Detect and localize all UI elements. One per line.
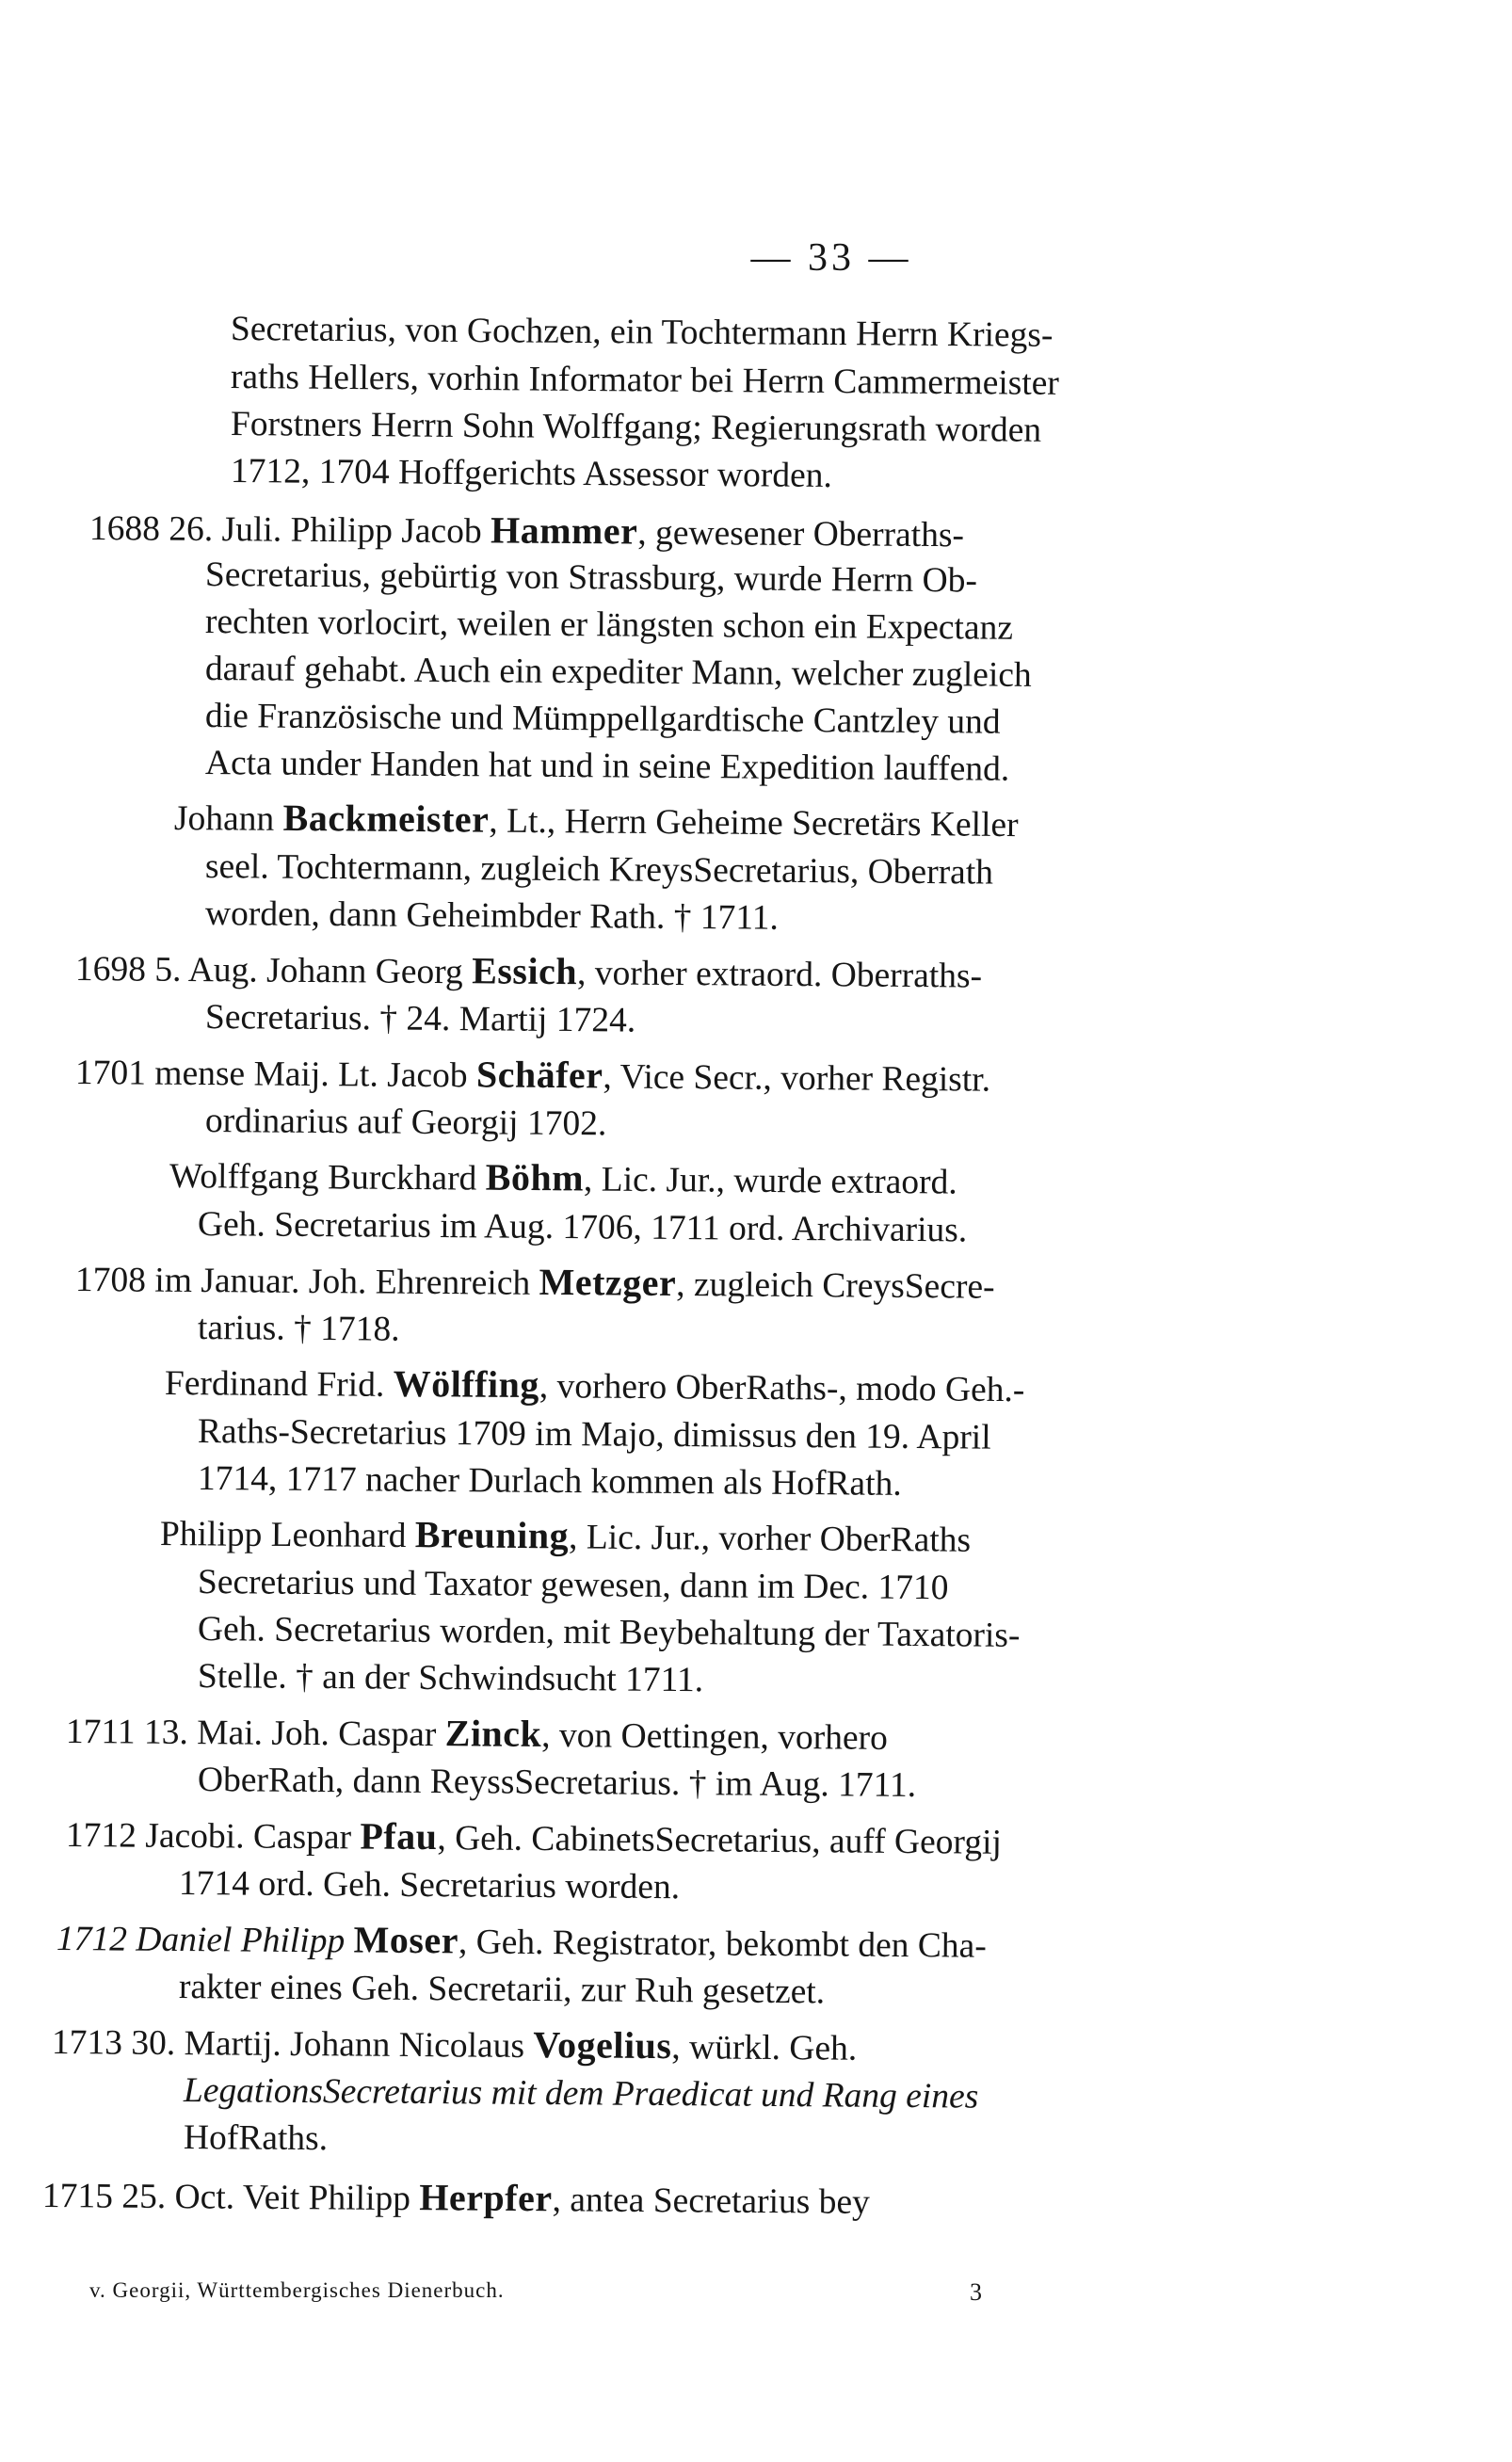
line-text: Geh. Secretarius im Aug. 1706, 1711 ord. Archivarius. xyxy=(197,1205,968,1250)
text-line xyxy=(205,740,1010,794)
line-text: die Französische und Mümppellgardtische Cantzley und xyxy=(204,697,1001,742)
line-text: Raths-Secretarius 1709 im Majo, dimissus den 19. April xyxy=(197,1412,991,1457)
text-line xyxy=(231,354,1059,408)
person-surname: Herpfer xyxy=(419,2176,553,2220)
text-line xyxy=(231,306,1054,360)
line-text: Secretarius und Taxator gewesen, dann im Dec. 1710 xyxy=(197,1563,949,1608)
text-line xyxy=(169,1151,957,1207)
person-surname: Breuning xyxy=(414,1513,570,1557)
person-surname: Essich xyxy=(471,949,578,993)
text-line xyxy=(198,1201,968,1254)
line-text: Stelle. † an der Schwindsucht 1711. xyxy=(197,1657,704,1700)
line-text: Forstners Herrn Sohn Wolffgang; Regierungsrath worden xyxy=(230,405,1042,450)
text-line xyxy=(205,693,1001,747)
text-line xyxy=(198,1653,703,1704)
text-line xyxy=(205,994,636,1045)
line-text: , gewesener Oberraths- xyxy=(637,513,965,555)
line-text: HofRaths. xyxy=(183,2118,329,2159)
person-surname: Moser xyxy=(353,1918,459,1962)
text-line xyxy=(205,1098,607,1148)
person-surname: Pfau xyxy=(360,1814,438,1859)
person-surname: Backmeister xyxy=(282,796,490,841)
text-line xyxy=(198,1559,949,1612)
line-text: Philipp Leonhard xyxy=(159,1515,415,1556)
text-line xyxy=(42,2171,870,2227)
line-text: seel. Tochtermann, zugleich KreysSecretarius, Oberrath xyxy=(204,847,994,893)
line-text: , Geh. Registrator, bekombt den Cha- xyxy=(458,1923,987,1966)
text-line xyxy=(56,1914,987,1971)
text-line xyxy=(231,401,1041,455)
text-line xyxy=(205,891,779,942)
text-line xyxy=(198,1408,991,1462)
line-text: ordinarius auf Georgij 1702. xyxy=(204,1102,607,1144)
text-line xyxy=(75,1048,990,1104)
line-text: , Lic. Jur., vorher OberRaths xyxy=(568,1518,972,1560)
line-text: 1715 25. Oct. Veit Philipp xyxy=(41,2177,420,2219)
line-text: , von Oettingen, vorhero xyxy=(541,1715,889,1758)
line-text: rechten vorlocirt, weilen er längsten schon ein Expectanz xyxy=(204,603,1014,648)
text-line xyxy=(231,448,832,500)
person-surname: Metzger xyxy=(539,1260,677,1305)
line-text: Ferdinand Frid. xyxy=(164,1364,394,1405)
line-text: Acta under Handen hat und in seine Expedition lauffend. xyxy=(204,744,1010,789)
line-text: Secretarius, von Gochzen, ein Tochtermann Herrn Kriegs- xyxy=(230,310,1054,355)
line-text-italic: LegationsSecretarius mit dem Praedicat und Rang eines xyxy=(183,2071,979,2116)
text-line xyxy=(165,1359,1025,1414)
text-line xyxy=(75,944,983,1001)
text-line xyxy=(198,1757,916,1810)
text-line xyxy=(66,1810,1002,1867)
line-text: , antea Secretarius bey xyxy=(552,2180,871,2222)
text-line xyxy=(160,1509,971,1565)
line-text: 1714, 1717 nacher Durlach kommen als HofRath. xyxy=(197,1459,902,1504)
person-surname: Hammer xyxy=(490,508,638,553)
line-text: tarius. † 1718. xyxy=(197,1309,400,1349)
line-text-italic: 1712 Daniel Philipp xyxy=(56,1920,354,1961)
line-text: 1698 5. Aug. Johann Georg xyxy=(74,950,473,992)
text-line xyxy=(66,1707,888,1762)
line-text: , Lic. Jur., wurde extraord. xyxy=(583,1160,957,1202)
line-text: Johann xyxy=(173,799,283,839)
line-text: Secretarius. † 24. Martij 1724. xyxy=(204,998,636,1040)
line-text: rakter eines Geh. Secretarii, zur Ruh gesetzet. xyxy=(178,1968,826,2012)
text-line xyxy=(205,646,1032,700)
text-line xyxy=(205,844,993,897)
line-text: , Vice Secr., vorher Registr. xyxy=(603,1057,991,1100)
line-text: worden, dann Geheimbder Rath. † 1711. xyxy=(204,894,780,938)
person-surname: Zinck xyxy=(444,1712,542,1755)
line-text: 1688 26. Juli. Philipp Jacob xyxy=(88,509,491,552)
text-line xyxy=(75,1255,995,1311)
line-text: , würkl. Geh. xyxy=(671,2028,858,2068)
line-text: Geh. Secretarius worden, mit Beybehaltung der Taxatoris- xyxy=(197,1610,1021,1655)
text-line xyxy=(179,1964,826,2016)
line-text: , Geh. CabinetsSecretarius, auff Georgij xyxy=(437,1819,1003,1862)
line-text: , Lt., Herrn Geheime Secretärs Keller xyxy=(489,801,1019,845)
text-line xyxy=(198,1606,1021,1660)
line-text: 1701 mense Maij. Lt. Jacob xyxy=(74,1054,477,1096)
line-text: 1714 ord. Geh. Secretarius worden. xyxy=(178,1864,681,1907)
text-line xyxy=(184,2068,979,2121)
person-surname: Wölffing xyxy=(393,1361,540,1407)
line-text: 1712, 1704 Hoffgerichts Assessor worden. xyxy=(230,452,832,496)
person-surname: Böhm xyxy=(485,1155,585,1199)
text-line xyxy=(205,552,977,604)
text-line xyxy=(205,599,1013,652)
text-line xyxy=(179,1860,681,1911)
text-line xyxy=(198,1456,902,1508)
page-number: — 33 — xyxy=(750,236,912,280)
line-text: 1713 30. Martij. Johann Nicolaus xyxy=(51,2023,534,2067)
text-line xyxy=(198,1305,400,1354)
footer-signature: 3 xyxy=(970,2278,982,2306)
text-line xyxy=(174,794,1019,849)
person-surname: Vogelius xyxy=(533,2023,672,2068)
footer-source: v. Georgii, Württembergisches Dienerbuch. xyxy=(89,2278,505,2302)
line-text: , vorher extraord. Oberraths- xyxy=(576,954,983,996)
line-text: 1712 Jacobi. Caspar xyxy=(65,1816,361,1858)
line-text: 1708 im Januar. Joh. Ehrenreich xyxy=(74,1261,539,1303)
line-text: raths Hellers, vorhin Informator bei Herrn Cammermeister xyxy=(230,358,1060,403)
line-text: Secretarius, gebürtig von Strassburg, wurde Herrn Ob- xyxy=(204,555,978,601)
line-text: , zugleich CreysSecre- xyxy=(676,1265,995,1307)
line-text: darauf gehabt. Auch ein expediter Mann, welcher zugleich xyxy=(204,650,1032,695)
line-text: , vorhero OberRaths-, modo Geh.- xyxy=(539,1367,1025,1410)
text-line xyxy=(184,2115,329,2163)
line-text: Wolffgang Burckhard xyxy=(169,1157,486,1199)
text-line xyxy=(52,2018,858,2073)
line-text: 1711 13. Mai. Joh. Caspar xyxy=(65,1713,445,1755)
line-text: OberRath, dann ReyssSecretarius. † im Aug. 1711. xyxy=(197,1761,917,1805)
person-surname: Schäfer xyxy=(475,1053,603,1097)
